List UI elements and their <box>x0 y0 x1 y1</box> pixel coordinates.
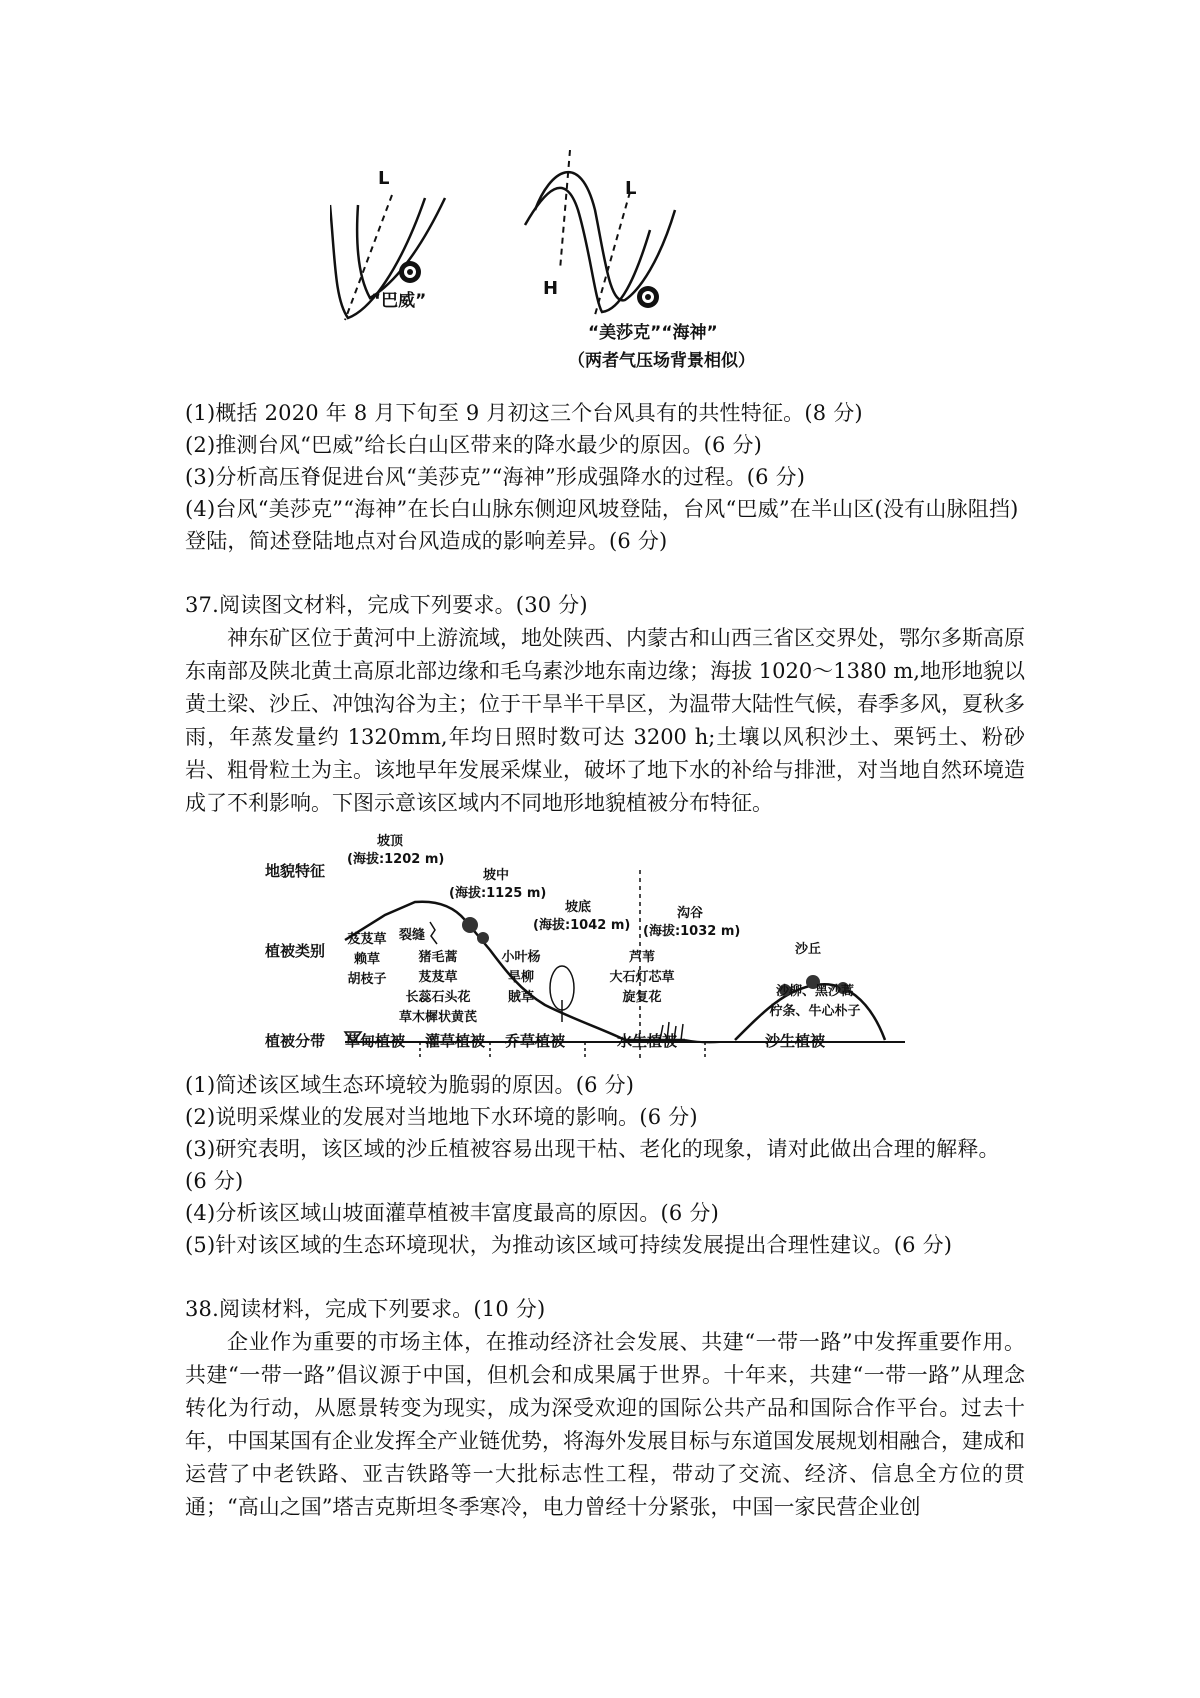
plants-gully <box>587 948 697 1008</box>
plant-item: 长蕊石头花 <box>405 990 471 1005</box>
slope-mid-alt: (海拔:1125 m) <box>449 886 547 901</box>
right-label-H: H <box>543 278 559 299</box>
plant-item: 芦苇 <box>628 950 655 965</box>
zone-tree-grass: 乔草植被 <box>505 1032 566 1050</box>
zone-aquatic: 水生植被 <box>617 1032 678 1050</box>
zone-shrub-grass: 灌草植被 <box>425 1032 486 1050</box>
plant-item: 草木樨状黄芪 <box>398 1010 477 1025</box>
gully-alt: (海拔:1032 m) <box>643 924 741 939</box>
plant-item: 賊草 <box>507 990 534 1005</box>
plant-item: 芨芨草 <box>347 932 387 947</box>
slope-top-alt: (海拔:1202 m) <box>347 852 445 867</box>
q36-item-3: (3)分析高压脊促进台风“美莎克”“海神”形成强降水的过程。(6 分) <box>185 465 806 489</box>
crack-label: 裂缝 <box>399 928 426 943</box>
plants-bottom <box>491 948 551 1008</box>
plant-item: 赖草 <box>353 952 380 967</box>
plant-item: 旱柳 <box>507 970 534 985</box>
q36-item-2: (2)推测台风“巴威”给长白山区带来的降水最少的原因。(6 分) <box>185 433 763 457</box>
q36-item-4: (4)台风“美莎克”“海神”在长白山脉东侧迎风坡登陆，台风“巴威”在半山区(没有山脉阻挡) <box>185 497 1019 521</box>
plants-mid <box>383 948 493 1028</box>
plant-item: 柠条、牛心朴子 <box>769 1004 861 1019</box>
plant-item: 大石灯芯草 <box>609 970 675 985</box>
plant-item: 沙柳、黑沙蒿 <box>775 984 854 999</box>
vegetation-profile-figure <box>265 830 955 1060</box>
q37-item-4: (4)分析该区域山坡面灌草植被丰富度最高的原因。(6 分) <box>185 1201 719 1225</box>
plant-item: 胡枝子 <box>347 972 387 987</box>
dune-label: 沙丘 <box>795 942 822 957</box>
left-label-L: L <box>378 168 390 189</box>
gully-label: 沟谷 <box>677 906 704 921</box>
row-zone-label: 植被分带 <box>265 1032 326 1050</box>
q37-item-2: (2)说明采煤业的发展对当地地下水环境的影响。(6 分) <box>185 1105 698 1129</box>
q38-material: 企业作为重要的市场主体，在推动经济社会发展、共建“一带一路”中发挥重要作用。共建“一带一路”倡议源于中国，但机会和成果属于世界。十年来，共建“一带一路”从理念转化为行动，从愿景转变为现实，成为深受欢迎的国际公共产品和国际合作平台。过去十年，中国某国有企业发挥全产业链优势，将海外发展目标与东道国发展规划相融合，建成和运营了中老铁路、亚吉铁路等一大批标志性工程，带动了交流、经济、信息全方位的贯通；“高山之国”塔吉克斯坦冬季寒冷，电力曾经十分紧张，中国一家民营企业创 <box>185 1330 1025 1519</box>
q37-material: 神东矿区位于黄河中上游流域，地处陕西、内蒙古和山西三省区交界处，鄂尔多斯高原东南部及陕北黄土高原北部边缘和毛乌素沙地东南边缘；海拔 1020～1380 m,地形地貌以黄土梁、沙丘、冲蚀沟谷为主；位于干旱半干旱区，为温带大陆性气候，春季多风，夏秋多雨，年蒸发量约 1320mm,年均日照时数可达 3200 h;土壤以风积沙土、栗钙土、粉砂岩、粗骨粒土为主。该地早年发展采煤业，破坏了地下水的补给与排泄，对当地自然环境造成了不利影响。下图示意该区域内不同地形地貌植被分布特征。 <box>185 626 1025 815</box>
plant-item: 旋复花 <box>622 990 662 1005</box>
typhoon-pressure-figure <box>330 150 890 390</box>
q36-item-1: (1)概括 2020 年 8 月下旬至 9 月初这三个台风具有的共性特征。(8 分) <box>185 401 863 425</box>
plant-item: 芨芨草 <box>418 970 458 985</box>
q37-title: 37.阅读图文材料，完成下列要求。(30 分) <box>185 593 588 617</box>
plant-item: 猪毛蒿 <box>418 950 458 965</box>
slope-top-label: 坡顶 <box>377 834 404 849</box>
plants-dune <box>755 982 875 1022</box>
q37-item-5: (5)针对该区域的生态环境现状，为推动该区域可持续发展提出合理性建议。(6 分) <box>185 1233 953 1257</box>
q36-item-4-cont: 登陆，简述登陆地点对台风造成的影响差异。(6 分) <box>185 529 668 553</box>
q37-item-1: (1)简述该区域生态环境较为脆弱的原因。(6 分) <box>185 1073 635 1097</box>
q37-item-3-cont: (6 分) <box>185 1169 244 1193</box>
slope-bottom-label: 坡底 <box>565 900 592 915</box>
q37-item-3: (3)研究表明，该区域的沙丘植被容易出现干枯、老化的现象，请对此做出合理的解释。 <box>185 1137 1000 1161</box>
right-label-L: L <box>625 178 637 199</box>
slope-mid-label: 坡中 <box>483 868 510 883</box>
plant-item: 小叶杨 <box>501 950 541 965</box>
row-landform-label: 地貌特征 <box>265 862 326 880</box>
right-typhoon-note: （两者气压场背景相似） <box>568 351 755 371</box>
zone-meadow: 草甸植被 <box>345 1032 406 1050</box>
q38-title: 38.阅读材料，完成下列要求。(10 分) <box>185 1297 546 1321</box>
slope-bottom-alt: (海拔:1042 m) <box>533 918 631 933</box>
zone-sand: 沙生植被 <box>765 1032 826 1050</box>
right-typhoon-names: “美莎克”“海神” <box>588 323 718 343</box>
row-vegetation-label: 植被类别 <box>265 942 326 960</box>
left-typhoon-name: “巴威” <box>370 291 427 311</box>
